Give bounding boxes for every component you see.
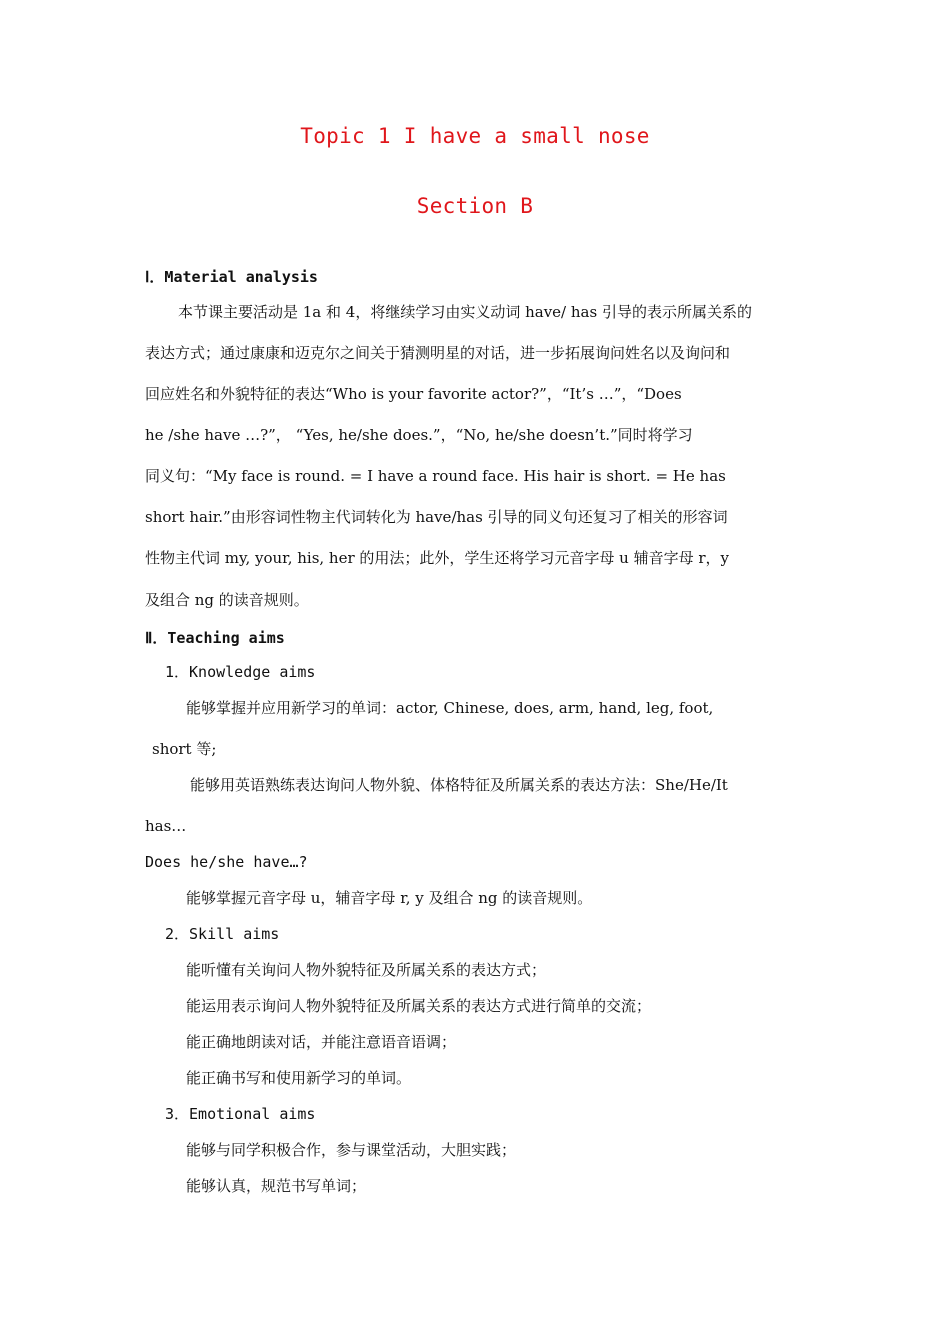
knowledge-line: Does he/she have…? bbox=[145, 853, 308, 871]
subheading-emotional-aims: 3．Emotional aims bbox=[165, 1105, 316, 1123]
section-heading-material-analysis: Ⅰ．Material analysis bbox=[145, 268, 318, 286]
paragraph-line: 同义句：“My face is round. = I have a round face. His hair is short. = He has bbox=[145, 467, 726, 485]
paragraph-line: short hair.”由形容词性物主代词转化为 have/has 引导的同义句还复习了相关的形容词 bbox=[145, 508, 728, 526]
section-heading-teaching-aims: Ⅱ．Teaching aims bbox=[145, 629, 285, 647]
emotional-line: 能够认真，规范书写单词； bbox=[186, 1177, 367, 1195]
subheading-skill-aims: 2．Skill aims bbox=[165, 925, 280, 943]
emotional-line: 能够与同学积极合作，参与课堂活动，大胆实践； bbox=[186, 1141, 517, 1159]
subheading-knowledge-aims: 1．Knowledge aims bbox=[165, 663, 316, 681]
paragraph-line: 回应姓名和外貌特征的表达“Who is your favorite actor?”，“It’s …”，“Does bbox=[145, 385, 682, 403]
skill-line: 能听懂有关询问人物外貌特征及所属关系的表达方式； bbox=[186, 961, 547, 979]
paragraph-line: 及组合 ng 的读音规则。 bbox=[145, 591, 309, 609]
knowledge-line: has… bbox=[145, 817, 187, 835]
knowledge-line: 能够用英语熟练表达询问人物外貌、体格特征及所属关系的表达方法：She/He/It bbox=[190, 776, 728, 794]
document-subtitle: Section B bbox=[416, 194, 534, 218]
knowledge-line: 能够掌握元音字母 u，辅音字母 r, y 及组合 ng 的读音规则。 bbox=[186, 889, 593, 907]
knowledge-line: short 等; bbox=[152, 740, 217, 758]
knowledge-line: 能够掌握并应用新学习的单词：actor, Chinese, does, arm, hand, leg, foot, bbox=[186, 699, 714, 717]
skill-line: 能正确书写和使用新学习的单词。 bbox=[186, 1069, 412, 1087]
paragraph-line: 性物主代词 my, your, his, her 的用法；此外，学生还将学习元音字母 u 辅音字母 r，y bbox=[145, 549, 730, 567]
paragraph-line: 表达方式；通过康康和迈克尔之间关于猜测明星的对话，进一步拓展询问姓名以及询问和 bbox=[145, 344, 731, 362]
skill-line: 能运用表示询问人物外貌特征及所属关系的表达方式进行简单的交流； bbox=[186, 997, 652, 1015]
paragraph-line: 本节课主要活动是 1a 和 4，将继续学习由实义动词 have/ has 引导的表示所属关系的 bbox=[178, 303, 752, 321]
skill-line: 能正确地朗读对话，并能注意语音语调； bbox=[186, 1033, 457, 1051]
document-title: Topic 1 I have a small nose bbox=[300, 124, 650, 148]
paragraph-line: he /she have …?”， “Yes, he/she does.”，“No, he/she doesn’t.”同时将学习 bbox=[145, 426, 693, 444]
